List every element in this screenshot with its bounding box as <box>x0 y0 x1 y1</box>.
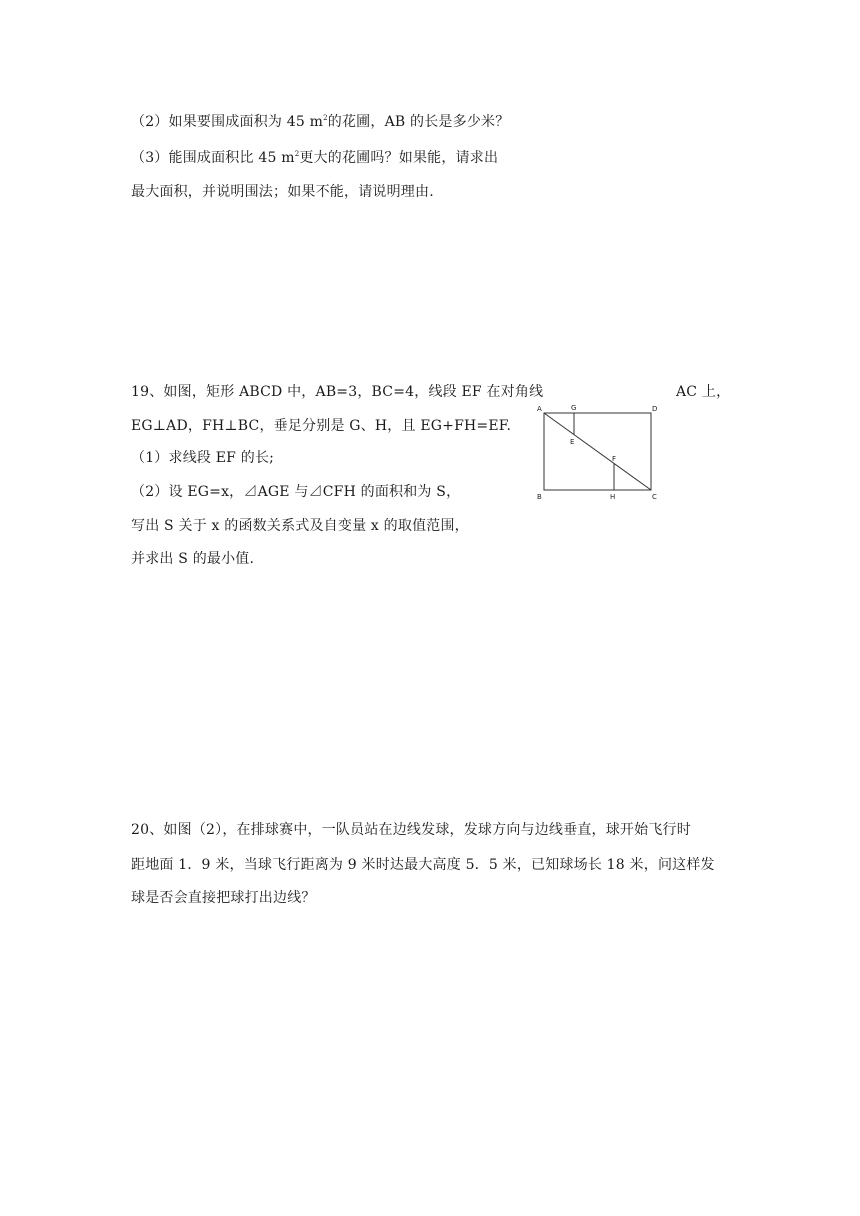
q19-line2: EG⊥AD，FH⊥BC，垂足分别是 G、H，且 EG+FH=EF. <box>131 418 512 434</box>
q19-line1-left: 19、如图，矩形 ABCD 中，AB=3，BC=4，线段 EF 在对角线 <box>131 384 544 400</box>
q18-part3-text: （3）能围成面积比 45 m <box>131 150 295 166</box>
label-f: F <box>612 455 617 463</box>
q18-part3-superscript: 2 <box>294 150 300 158</box>
q18-part3-line1 <box>131 149 498 167</box>
label-a: A <box>537 405 542 413</box>
q19-part1: （1）求线段 EF 的长; <box>131 450 275 466</box>
q19-part2-line1: （2）设 EG=x，⊿AGE 与⊿CFH 的面积和为 S， <box>131 484 461 500</box>
rectangle-diagram <box>530 398 665 508</box>
q18-part2-text: （2）如果要围成面积为 45 m <box>131 114 324 130</box>
label-h: H <box>610 493 616 501</box>
label-g: G <box>571 404 577 412</box>
diagonal-ac <box>544 413 651 490</box>
q19-part2-line2: 写出 S 关于 x 的函数关系式及自变量 x 的取值范围， <box>131 518 469 534</box>
label-d: D <box>652 405 658 413</box>
q19-line1-right: AC 上， <box>676 384 731 400</box>
q20-line3: 球是否会直接把球打出边线？ <box>131 890 316 906</box>
label-e: E <box>570 438 575 446</box>
q18-part2 <box>131 113 509 131</box>
label-b: B <box>537 493 542 501</box>
q20-line2: 距地面 1．9 米，当球飞行距离为 9 米时达最大高度 5．5 米，已知球场长 18 米，问这样发 <box>131 857 715 873</box>
q18-part3-line2: 最大面积，并说明围法；如果不能，请说明理由. <box>131 184 434 200</box>
q20-line1: 20、如图（2），在排球赛中，一队员站在边线发球，发球方向与边线垂直，球开始飞行时 <box>131 822 691 838</box>
q18-part2-superscript: 2 <box>323 114 328 122</box>
q18-part3-text-end: 更大的花圃吗？如果能，请求出 <box>299 150 499 166</box>
rectangle-diagram-svg <box>530 398 665 508</box>
label-c: C <box>652 493 657 501</box>
q18-part2-text-end: 的花圃，AB 的长是多少米？ <box>327 114 510 130</box>
q19-part2-line3: 并求出 S 的最小值. <box>131 551 255 567</box>
